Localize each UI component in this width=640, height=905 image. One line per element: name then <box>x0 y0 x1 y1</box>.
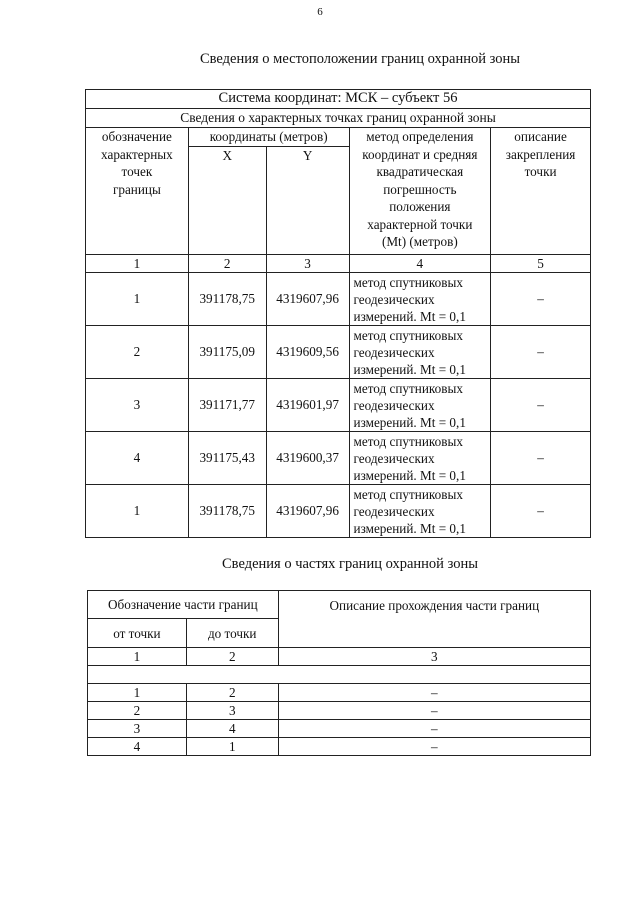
coord-system-header: Система координат: МСК – субъект 56 <box>86 90 591 109</box>
col-number: 3 <box>278 648 590 666</box>
points-title-header: Сведения о характерных точках границ охранной зоны <box>86 109 591 128</box>
from-point: 1 <box>88 684 187 702</box>
from-point: 2 <box>88 702 187 720</box>
table-row <box>86 432 591 485</box>
method-cell: метод спутниковых геодезических измерений. Mt = 0,1 <box>349 379 491 432</box>
coord-x: 391178,75 <box>188 485 266 538</box>
col-to-header: до точки <box>186 619 278 648</box>
coord-y: 4319600,37 <box>266 432 349 485</box>
table-row <box>86 485 591 538</box>
blank-row <box>88 666 591 684</box>
coord-y: 4319601,97 <box>266 379 349 432</box>
coord-y: 4319609,56 <box>266 326 349 379</box>
table-row <box>88 684 591 702</box>
path-desc: – <box>278 720 590 738</box>
col-designation-header: обозначение характерных точек границы <box>86 128 189 255</box>
section-title-parts: Сведения о частях границ охранной зоны <box>222 556 478 572</box>
table-row <box>86 326 591 379</box>
from-point: 4 <box>88 738 187 756</box>
point-desc: – <box>491 485 591 538</box>
coord-y: 4319607,96 <box>266 485 349 538</box>
coord-y: 4319607,96 <box>266 273 349 326</box>
col-number: 2 <box>186 648 278 666</box>
col-desc-header: описание закрепления точки <box>491 128 591 255</box>
path-desc: – <box>278 738 590 756</box>
col-path-desc-header: Описание прохождения части границ <box>278 591 590 648</box>
col-number: 2 <box>188 254 266 273</box>
coord-x: 391175,09 <box>188 326 266 379</box>
point-desc: – <box>491 273 591 326</box>
col-x-header: X <box>188 146 266 254</box>
point-desc: – <box>491 432 591 485</box>
coord-x: 391171,77 <box>188 379 266 432</box>
point-id: 1 <box>86 273 189 326</box>
to-point: 1 <box>186 738 278 756</box>
to-point: 4 <box>186 720 278 738</box>
table-row <box>88 720 591 738</box>
col-part-header: Обозначение части границ <box>88 591 279 619</box>
path-desc: – <box>278 684 590 702</box>
method-cell: метод спутниковых геодезических измерений. Mt = 0,1 <box>349 326 491 379</box>
method-cell: метод спутниковых геодезических измерений. Mt = 0,1 <box>349 485 491 538</box>
coord-x: 391178,75 <box>188 273 266 326</box>
method-cell: метод спутниковых геодезических измерений. Mt = 0,1 <box>349 432 491 485</box>
table-row <box>86 379 591 432</box>
page-number: 6 <box>317 6 323 18</box>
point-id: 1 <box>86 485 189 538</box>
col-method-header: метод определения координат и средняя квадратическая погрешность положения характерной точки (Mt) (метров) <box>349 128 491 255</box>
col-number: 3 <box>266 254 349 273</box>
section-title-boundaries: Сведения о местоположении границ охранной зоны <box>199 51 520 67</box>
table-row <box>88 702 591 720</box>
col-number: 1 <box>88 648 187 666</box>
point-desc: – <box>491 379 591 432</box>
col-number: 1 <box>86 254 189 273</box>
point-id: 4 <box>86 432 189 485</box>
to-point: 2 <box>186 684 278 702</box>
table-row <box>86 273 591 326</box>
to-point: 3 <box>186 702 278 720</box>
col-from-header: от точки <box>88 619 187 648</box>
col-y-header: Y <box>266 146 349 254</box>
from-point: 3 <box>88 720 187 738</box>
point-desc: – <box>491 326 591 379</box>
boundary-parts-table <box>87 590 591 756</box>
col-number: 5 <box>491 254 591 273</box>
col-coords-header: координаты (метров) <box>188 128 349 147</box>
coord-x: 391175,43 <box>188 432 266 485</box>
point-id: 3 <box>86 379 189 432</box>
point-id: 2 <box>86 326 189 379</box>
method-cell: метод спутниковых геодезических измерений. Mt = 0,1 <box>349 273 491 326</box>
table-row <box>88 738 591 756</box>
boundary-points-table <box>85 89 591 538</box>
path-desc: – <box>278 702 590 720</box>
col-number: 4 <box>349 254 491 273</box>
